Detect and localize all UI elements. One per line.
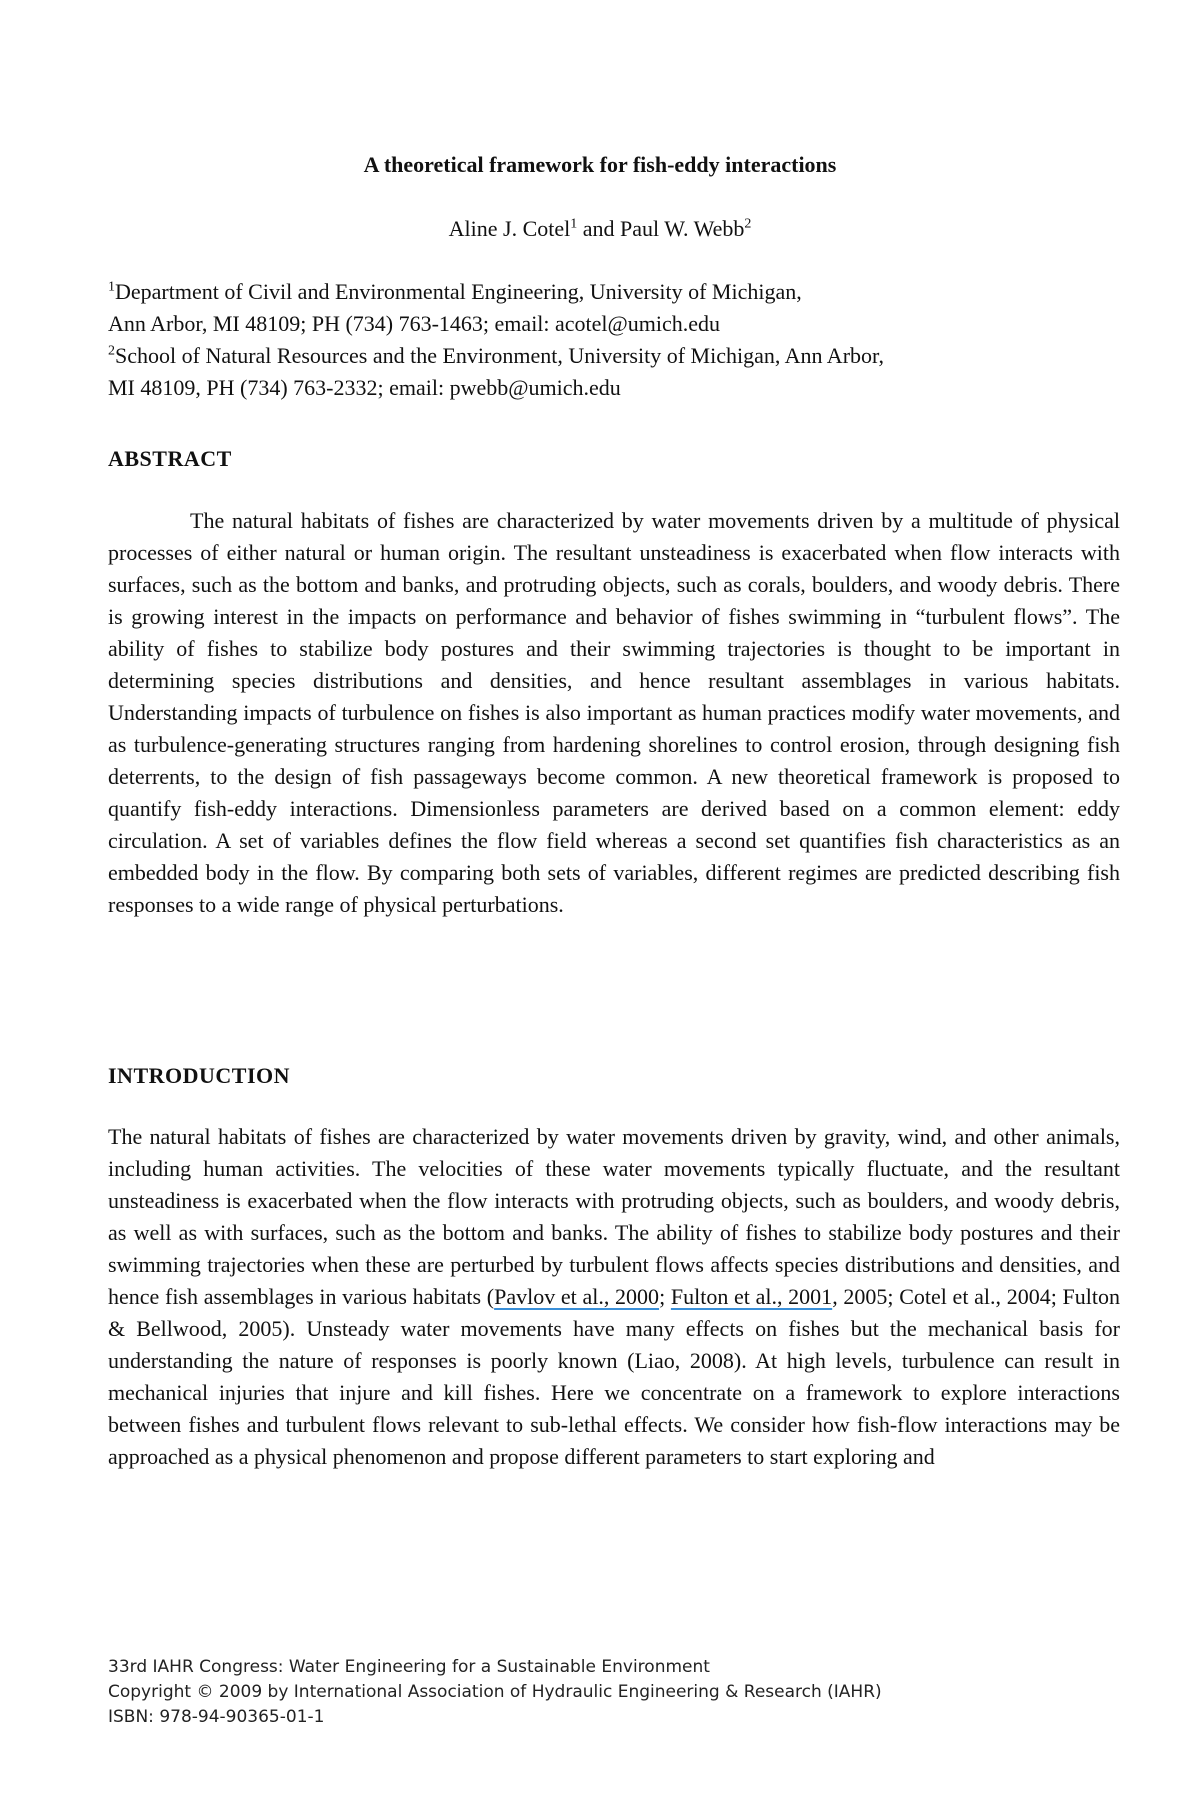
- footer-copyright: Copyright © 2009 by International Association of Hydraulic Engineering & Research (IAHR): [108, 1682, 882, 1702]
- citation-link-pavlov[interactable]: Pavlov et al., 2000: [494, 1284, 660, 1309]
- footer-isbn: ISBN: 978-94-90365-01-1: [108, 1707, 325, 1727]
- introduction-heading: INTRODUCTION: [108, 1063, 291, 1088]
- author-1-affil-mark: 1: [570, 216, 578, 232]
- citation-link-fulton[interactable]: Fulton et al., 2001: [670, 1284, 833, 1309]
- author-conjunction: and: [577, 216, 621, 241]
- affiliation-1-mark: 1: [108, 279, 115, 295]
- affiliation-1-line-2: Ann Arbor, MI 48109; PH (734) 763-1463; email: acotel@umich.edu: [108, 311, 721, 336]
- footer-conference: 33rd IAHR Congress: Water Engineering for a Sustainable Environment: [108, 1657, 710, 1677]
- page-footer: [108, 1655, 1120, 1730]
- author-2: Paul W. Webb: [620, 216, 745, 241]
- introduction-paragraph: [108, 1121, 1120, 1473]
- paper-title: A theoretical framework for fish-eddy interactions: [363, 152, 837, 177]
- abstract-paragraph: The natural habitats of fishes are characterized by water movements driven by a multitude of physical processes of either natural or human origin. The resultant unsteadiness is exacerbated when flow interacts with surfaces, such as the bottom and banks, and protruding objects, such as corals, boulders, and woody debris. There is growing interest in the impacts on performance and behavior of fishes swimming in “turbulent flows”. The ability of fishes to stabilize body postures and their swimming trajectories is thought to be important in determining species distributions and densities, and hence resultant assemblages in various habitats. Understanding impacts of turbulence on fishes is also important as human practices modify water movements, and as turbulence-generating structures ranging from hardening shorelines to control erosion, through designing fish deterrents, to the design of fish passageways become common. A new theoretical framework is proposed to quantify fish-eddy interactions. Dimensionless parameters are derived based on a common element: eddy circulation. A set of variables defines the flow field whereas a second set quantifies fish characteristics as an embedded body in the flow. By comparing both sets of variables, different regimes are predicted describing fish responses to a wide range of physical perturbations.: [108, 508, 1120, 917]
- affiliation-1: [108, 276, 1120, 340]
- affiliation-1-line-1: Department of Civil and Environmental Engineering, University of Michigan,: [115, 279, 802, 304]
- affiliation-2: [108, 340, 1120, 404]
- intro-text-part-1: The natural habitats of fishes are characterized by water movements driven by gravity, wind, and other animals, including human activities. The velocities of these water movements typically fluctuate, and the resultant unsteadiness is exacerbated when the flow interacts with protruding objects, such as boulders, and woody debris, as well as with surfaces, such as the bottom and banks. The ability of fishes to stabilize body postures and their swimming trajectories when these are perturbed by turbulent flows affects species distributions and densities, and hence fish assemblages in various habitats (: [108, 1124, 1120, 1309]
- affiliation-2-line-1: School of Natural Resources and the Environment, University of Michigan, Ann Arbor,: [115, 343, 884, 368]
- author-1: Aline J. Cotel: [448, 216, 571, 241]
- affiliation-2-line-2: MI 48109, PH (734) 763-2332; email: pwebb@umich.edu: [108, 375, 621, 400]
- author-2-affil-mark: 2: [744, 216, 752, 232]
- author-line: [0, 214, 1200, 244]
- citation-separator: ;: [659, 1284, 671, 1309]
- intro-text-part-2: , 2005; Cotel et al., 2004; Fulton & Bellwood, 2005). Unsteady water movements have many effects on fishes but the mechanical basis for understanding the nature of responses is poorly known (Liao, 2008). At high levels, turbulence can result in mechanical injuries that injure and kill fishes. Here we concentrate on a framework to explore interactions between fishes and turbulent flows relevant to sub-lethal effects. We consider how fish-flow interactions may be approached as a physical phenomenon and propose different parameters to start exploring and: [108, 1284, 1120, 1469]
- affiliation-2-mark: 2: [108, 343, 115, 359]
- abstract-heading: ABSTRACT: [108, 446, 232, 471]
